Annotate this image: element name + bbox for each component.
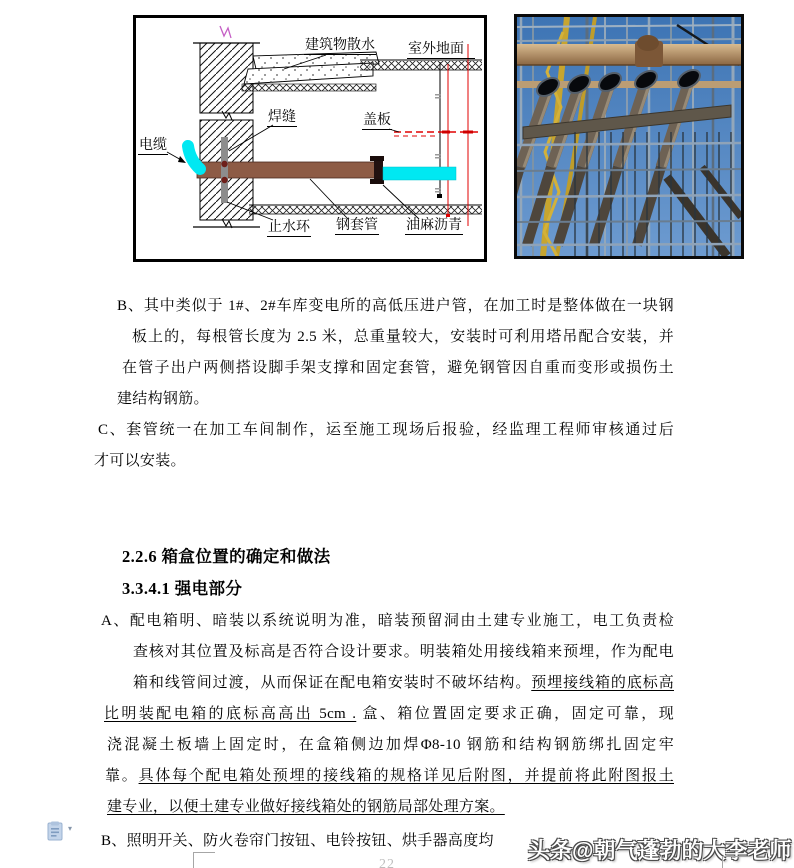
para-b1-line-2: 板上的，每根管长度为 2.5 米，总重量较大，安装时可利用塔吊配合安装，并 — [132, 329, 674, 345]
para-b1-line-1: B、其中类似于 1#、2#车库变电所的高低压进户管，在加工时是整体做在一块钢 — [117, 298, 674, 314]
clipboard-icon — [48, 822, 62, 841]
label-waterstop-ring: 止水环 — [268, 220, 310, 235]
para-b1-line-3: 在管子出户两侧搭设脚手架支撑和固定套管，避免钢管因自重而变形或损伤土 — [122, 360, 674, 376]
para-b1-line-4: 建结构钢筋。 — [117, 391, 209, 407]
label-building-apron: 建筑物散水 — [305, 38, 375, 53]
label-outdoor-ground: 室外地面 — [407, 42, 475, 59]
heading-2-2-6-line-1: 2.2.6 箱盒位置的确定和做法 — [122, 547, 331, 566]
para-c-line-2: 才可以安装。 — [94, 453, 186, 469]
para-c-line-1: C、套管统一在加工车间制作，运至施工现场后报验，经监理工程师审核通过后 — [98, 422, 674, 438]
label-weld-seam: 焊缝 — [268, 110, 296, 125]
para-a-line-2: 查核对其位置及标高是否符合设计要求。明装箱处用接线箱来预埋，作为配电 — [133, 644, 674, 660]
label-oakum-asphalt: 油麻沥青 — [406, 218, 462, 233]
watermark: 头条@朝气蓬勃的大李老师 — [528, 838, 792, 863]
para-a-line-3: 箱和线管间过渡，从而保证在配电箱安装时不破坏结构。预埋接线箱的底标高 — [133, 675, 674, 691]
para-a-line-7: 建专业，以便土建专业做好接线箱处的钢筋局部处理方案。 — [107, 799, 505, 815]
heading-3-3-4-1-line-1: 3.3.4.1 强电部分 — [122, 579, 243, 598]
para-b2-line-1: B、照明开关、防火卷帘门按钮、电铃按钮、烘手器高度均 — [101, 833, 494, 849]
para-a-line-6: 靠。具体每个配电箱处预埋的接线箱的规格详见后附图，并提前将此附图报土 — [105, 768, 674, 784]
page-corner-mark-right — [722, 856, 750, 868]
paste-options-caret-icon: ▾ — [68, 824, 73, 833]
para-a-line-5: 浇混凝土板墙上固定时，在盒箱侧边加焊Φ8-10 钢筋和结构钢筋绑扎固定牢 — [107, 737, 674, 753]
page-number: 22 — [379, 857, 395, 868]
label-cable: 电缆 — [139, 138, 167, 153]
para-a-line-1: A、配电箱明、暗装以系统说明为准，暗装预留洞由土建专业施工，电工负责检 — [101, 613, 674, 629]
paste-options-button[interactable] — [42, 820, 78, 844]
page-corner-mark-left — [193, 852, 215, 868]
para-a-line-4: 比明装配电箱的底标高高出 5cm . 盒、箱位置固定要求正确，固定可靠，现 — [104, 706, 674, 722]
label-steel-sleeve: 钢套管 — [336, 218, 378, 233]
label-cover-plate: 盖板 — [363, 113, 391, 128]
